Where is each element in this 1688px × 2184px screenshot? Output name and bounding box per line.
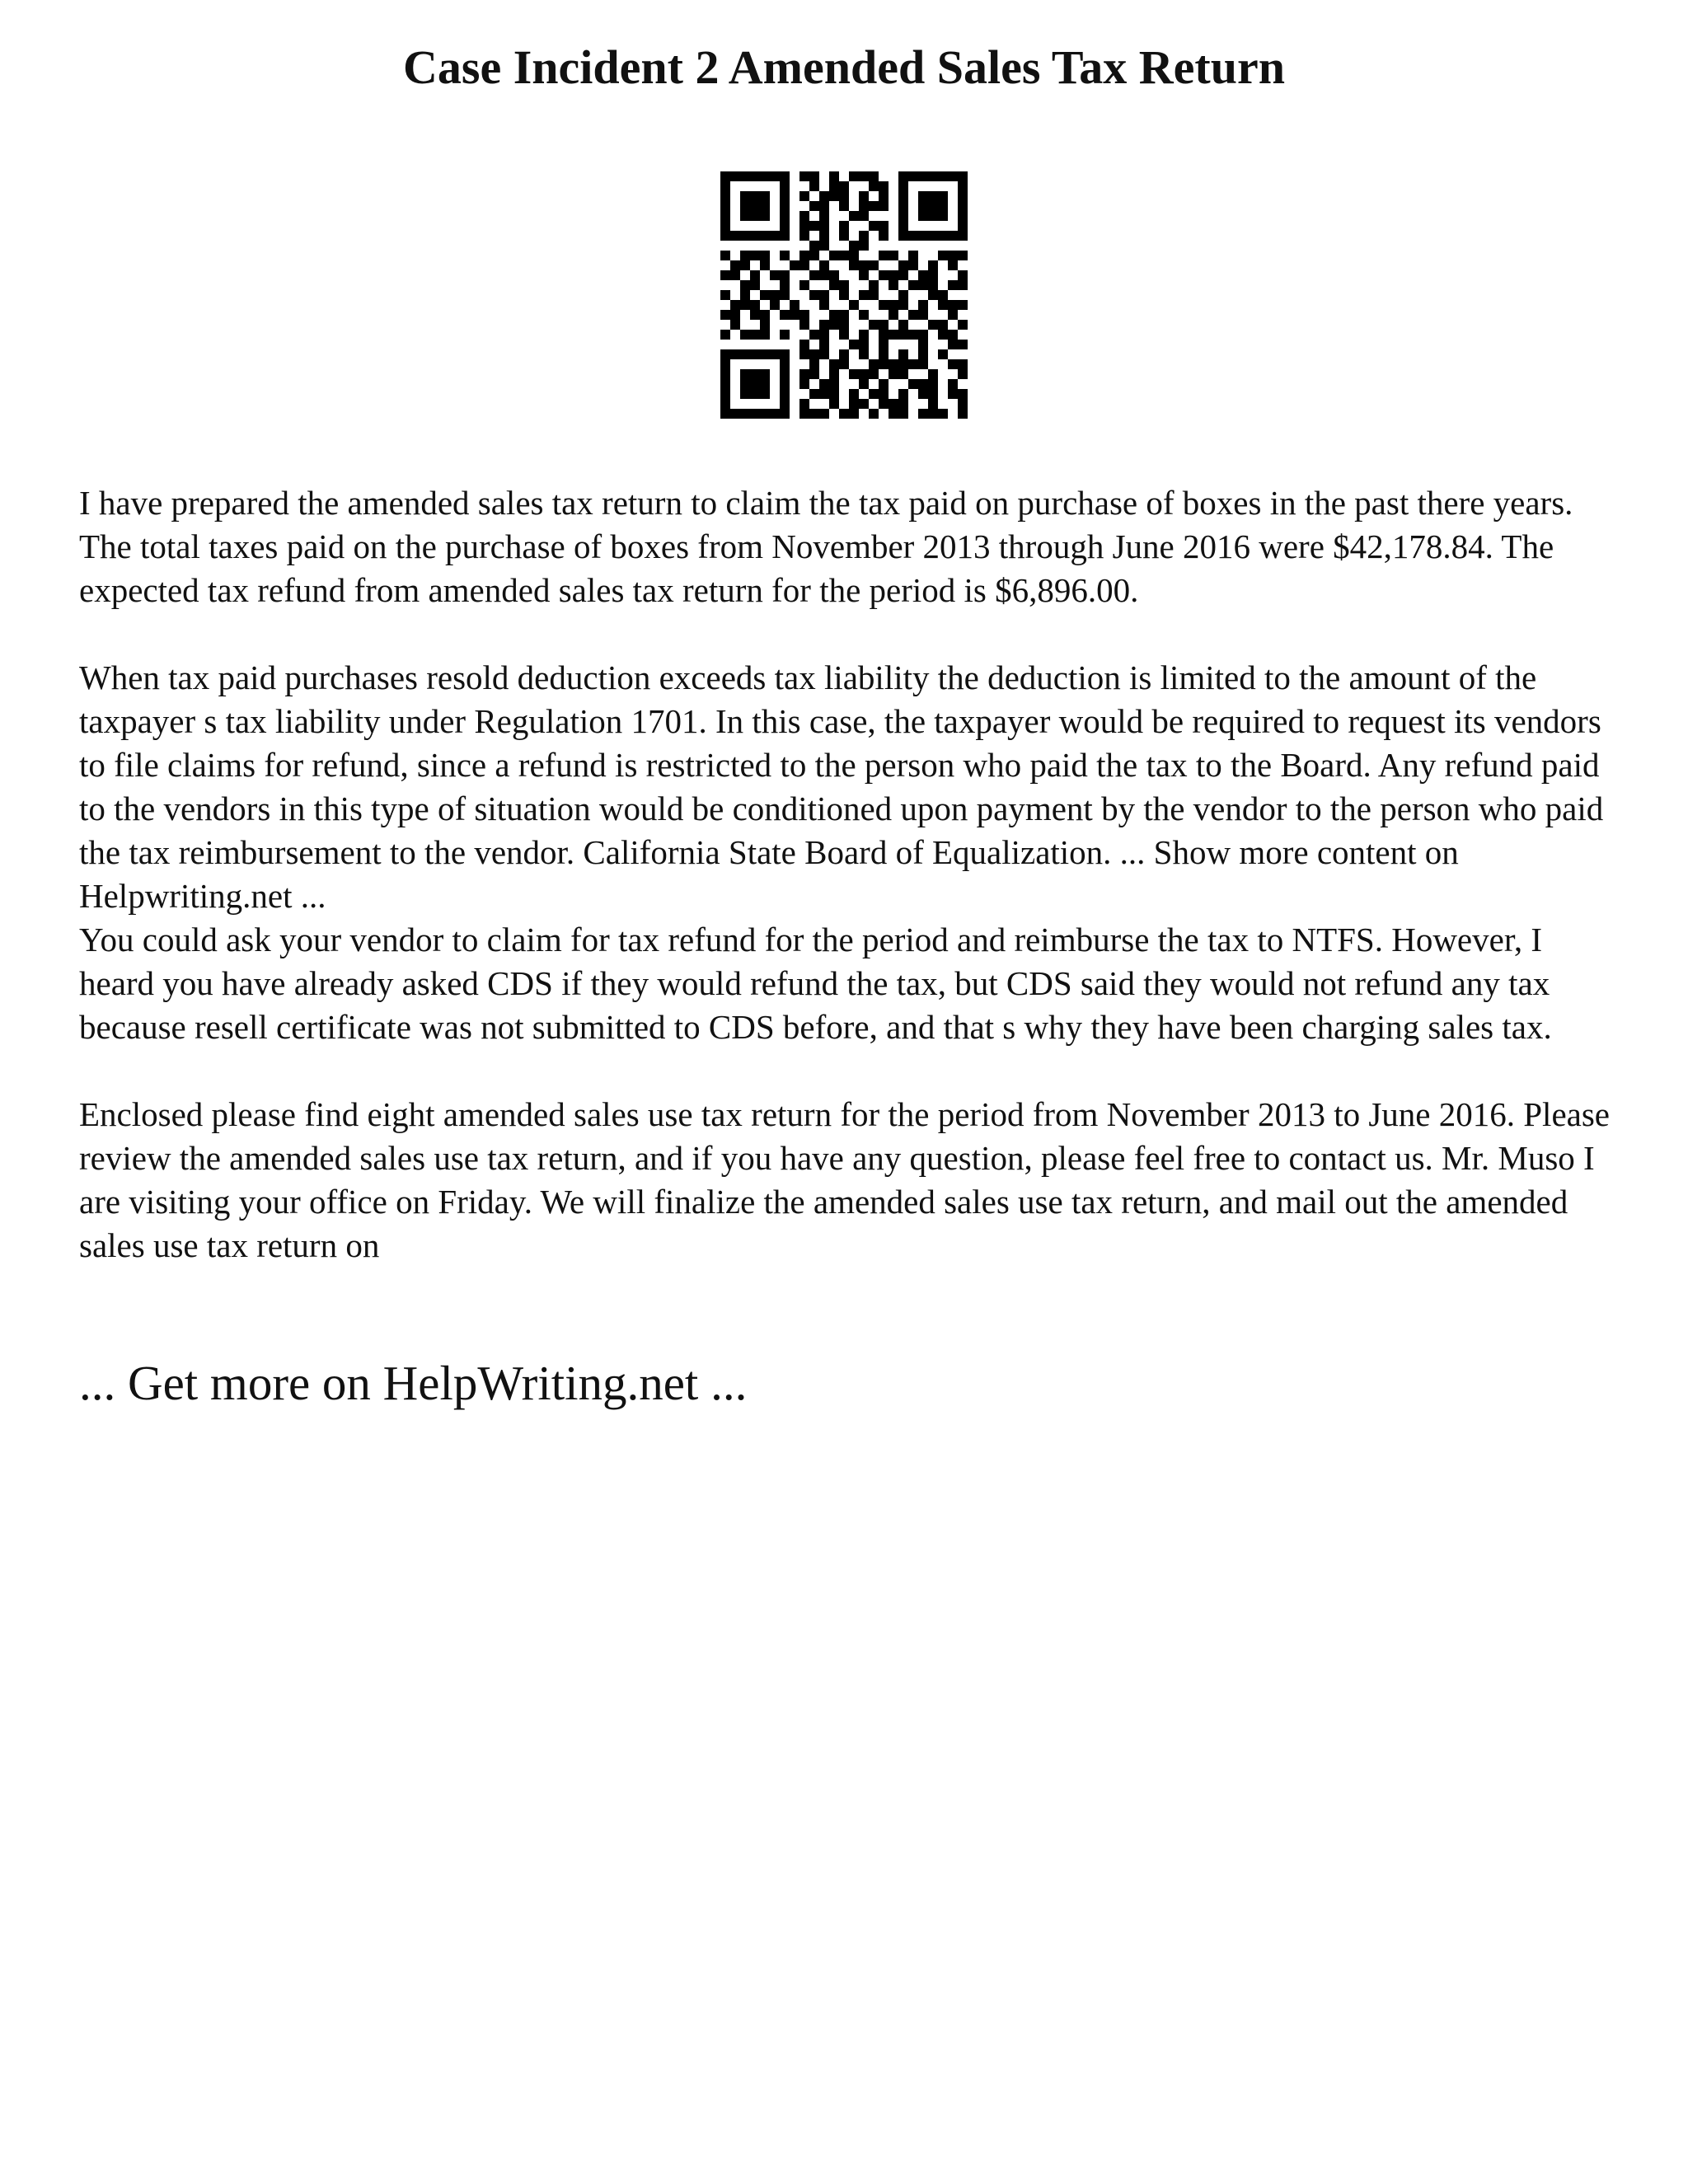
qr-code — [720, 171, 968, 419]
qr-code-icon — [720, 171, 968, 419]
document-body — [79, 481, 1620, 1268]
paragraph-refund-summary: I have prepared the amended sales tax return to claim the tax paid on purchase of boxes in the past there years. The total taxes paid on the purchase of boxes from November 2013 through June 2016 were $42,178.84. The expected tax refund from amended sales tax return for the period is $6,896.00. — [79, 484, 1573, 609]
paragraph-spacer — [79, 612, 1620, 656]
get-more-link[interactable]: ... Get more on HelpWriting.net ... — [79, 1356, 748, 1410]
paragraph-spacer — [79, 1049, 1620, 1093]
paragraph-regulation: When tax paid purchases resold deduction exceeds tax liability the deduction is limited to the amount of the taxpayer s tax liability under Regulation 1701. In this case, the taxpayer would be required to request its vendors to file claims for refund, since a refund is restricted to the person who paid the tax to the Board. Any refund paid to the vendors in this type of situation would be conditioned upon payment by the vendor to the person who paid the tax reimbursement to the vendor. California State Board of Equalization. ... Show more content on Helpwriting.net ... — [79, 658, 1604, 915]
paragraph-enclosure: Enclosed please find eight amended sales use tax return for the period from November 2013 to June 2016. Please review the amended sales use tax return, and if you have any question, please feel free to contact us. Mr. Muso I are visiting your office on Friday. We will finalize the amended sales use tax return, and mail out the amended sales use tax return on — [79, 1095, 1610, 1264]
document-title: Case Incident 2 Amended Sales Tax Return — [403, 40, 1285, 94]
paragraph-vendor-claim: You could ask your vendor to claim for tax refund for the period and reimburse the tax to NTFS. However, I heard you have already asked CDS if they would refund the tax, but CDS said they would not refund any tax because resell certificate was not submitted to CDS before, and that s why they have been charging sales tax. — [79, 921, 1552, 1046]
